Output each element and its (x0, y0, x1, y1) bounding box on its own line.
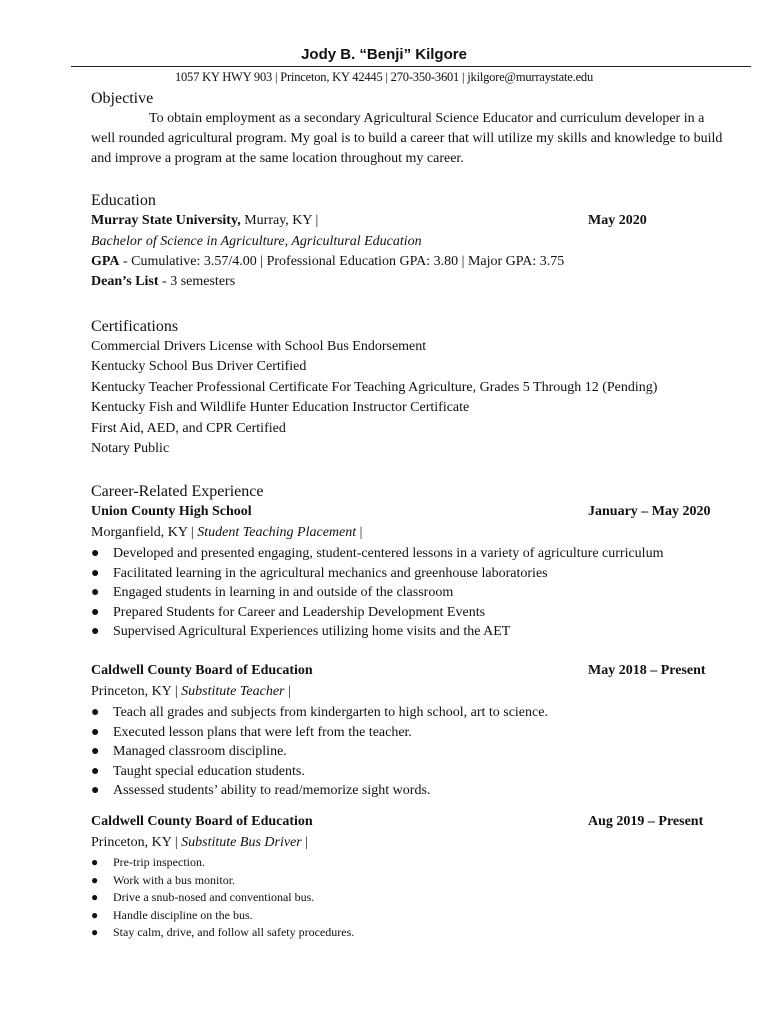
bullet-icon: ● (91, 783, 100, 799)
job-location-role: Princeton, KY | Substitute Bus Driver | (91, 835, 309, 850)
bullet-icon: ● (91, 705, 100, 720)
job-date: May 2018 – Present (588, 663, 706, 678)
education-date: May 2020 (588, 213, 647, 228)
job-date: Aug 2019 – Present (588, 814, 704, 829)
bullet-icon: ● (91, 565, 100, 581)
list-item: ● Stay calm, drive, and follow all safety procedures. (91, 924, 354, 942)
list-item: ● Executed lesson plans that were left from the teacher. (91, 723, 548, 743)
certifications-heading: Certifications (91, 318, 179, 335)
list-item: ● Taught special education students. (91, 762, 548, 782)
cert-item: Kentucky Fish and Wildlife Hunter Education Instructor Certificate (91, 400, 470, 415)
bullet-icon: ● (91, 872, 99, 887)
list-item: ● Managed classroom discipline. (91, 742, 548, 762)
cert-item: Kentucky School Bus Driver Certified (91, 359, 307, 374)
cert-item: First Aid, AED, and CPR Certified (91, 421, 286, 436)
education-degree: Bachelor of Science in Agriculture, Agricultural Education (91, 234, 422, 249)
cert-item: Commercial Drivers License with School Bus Endorsement (91, 339, 427, 354)
job-date: January – May 2020 (588, 504, 711, 519)
contact-line: 1057 KY HWY 903 | Princeton, KY 42445 | 270-350-3601 | jkilgore@murraystate.edu (174, 70, 594, 84)
objective-text: To obtain employment as a secondary Agricultural Science Educator and curriculum developer in a well rounded agricultural program. My goal is to build a career that will utilize my skills and knowledge to build and improve a program at the same location throughout my career. (91, 111, 723, 166)
job-org: Caldwell County Board of Education (91, 663, 313, 678)
education-heading: Education (91, 192, 156, 209)
bullet-icon: ● (91, 890, 99, 905)
job-location-role: Morganfield, KY | Student Teaching Placement | (91, 525, 363, 540)
list-item: ● Handle discipline on the bus. (91, 907, 354, 925)
bullet-icon: ● (91, 925, 99, 940)
education-deans-list: Dean’s List - 3 semesters (91, 274, 236, 289)
list-item: ● Facilitated learning in the agricultural mechanics and greenhouse laboratories (91, 564, 663, 584)
job-org: Caldwell County Board of Education (91, 814, 313, 829)
list-item: ● Teach all grades and subjects from kindergarten to high school, art to science. (91, 703, 548, 723)
cert-item: Kentucky Teacher Professional Certificate For Teaching Agriculture, Grades 5 Through 12 (Pending) (91, 380, 658, 395)
list-item: ● Developed and presented engaging, student-centered lessons in a variety of agriculture curriculum (91, 544, 663, 564)
list-item: ● Pre-trip inspection. (91, 854, 354, 872)
job-bullets (91, 703, 548, 801)
bullet-icon: ● (91, 604, 100, 620)
experience-heading: Career-Related Experience (91, 483, 264, 500)
job-org: Union County High School (91, 504, 252, 519)
list-item: ● Drive a snub-nosed and conventional bus. (91, 889, 354, 907)
bullet-icon: ● (91, 546, 100, 561)
resume-name: Jody B. “Benji” Kilgore (301, 46, 467, 63)
bullet-icon: ● (91, 624, 100, 640)
list-item: ● Supervised Agricultural Experiences utilizing home visits and the AET (91, 622, 663, 642)
bullet-icon: ● (91, 763, 100, 779)
education-gpa: GPA - Cumulative: 3.57/4.00 | Professional Education GPA: 3.80 | Major GPA: 3.75 (91, 254, 565, 269)
school-name: Murray State University, (91, 213, 241, 228)
bullet-icon: ● (91, 855, 99, 869)
list-item: ● Prepared Students for Career and Leadership Development Events (91, 603, 663, 623)
bullet-icon: ● (91, 585, 100, 601)
list-item: ● Engaged students in learning in and outside of the classroom (91, 583, 663, 603)
cert-item: Notary Public (91, 441, 170, 456)
job-bullets (91, 854, 354, 942)
header-divider (71, 66, 751, 67)
bullet-icon: ● (91, 907, 99, 922)
objective-heading: Objective (91, 90, 154, 107)
bullet-icon: ● (91, 724, 100, 740)
list-item: ● Work with a bus monitor. (91, 872, 354, 890)
job-location-role: Princeton, KY | Substitute Teacher | (91, 684, 291, 699)
education-school-line (91, 213, 318, 229)
list-item: ● Assessed students’ ability to read/memorize sight words. (91, 781, 548, 801)
bullet-icon: ● (91, 744, 100, 760)
school-location: Murray, KY | (240, 213, 319, 228)
job-bullets (91, 544, 663, 642)
